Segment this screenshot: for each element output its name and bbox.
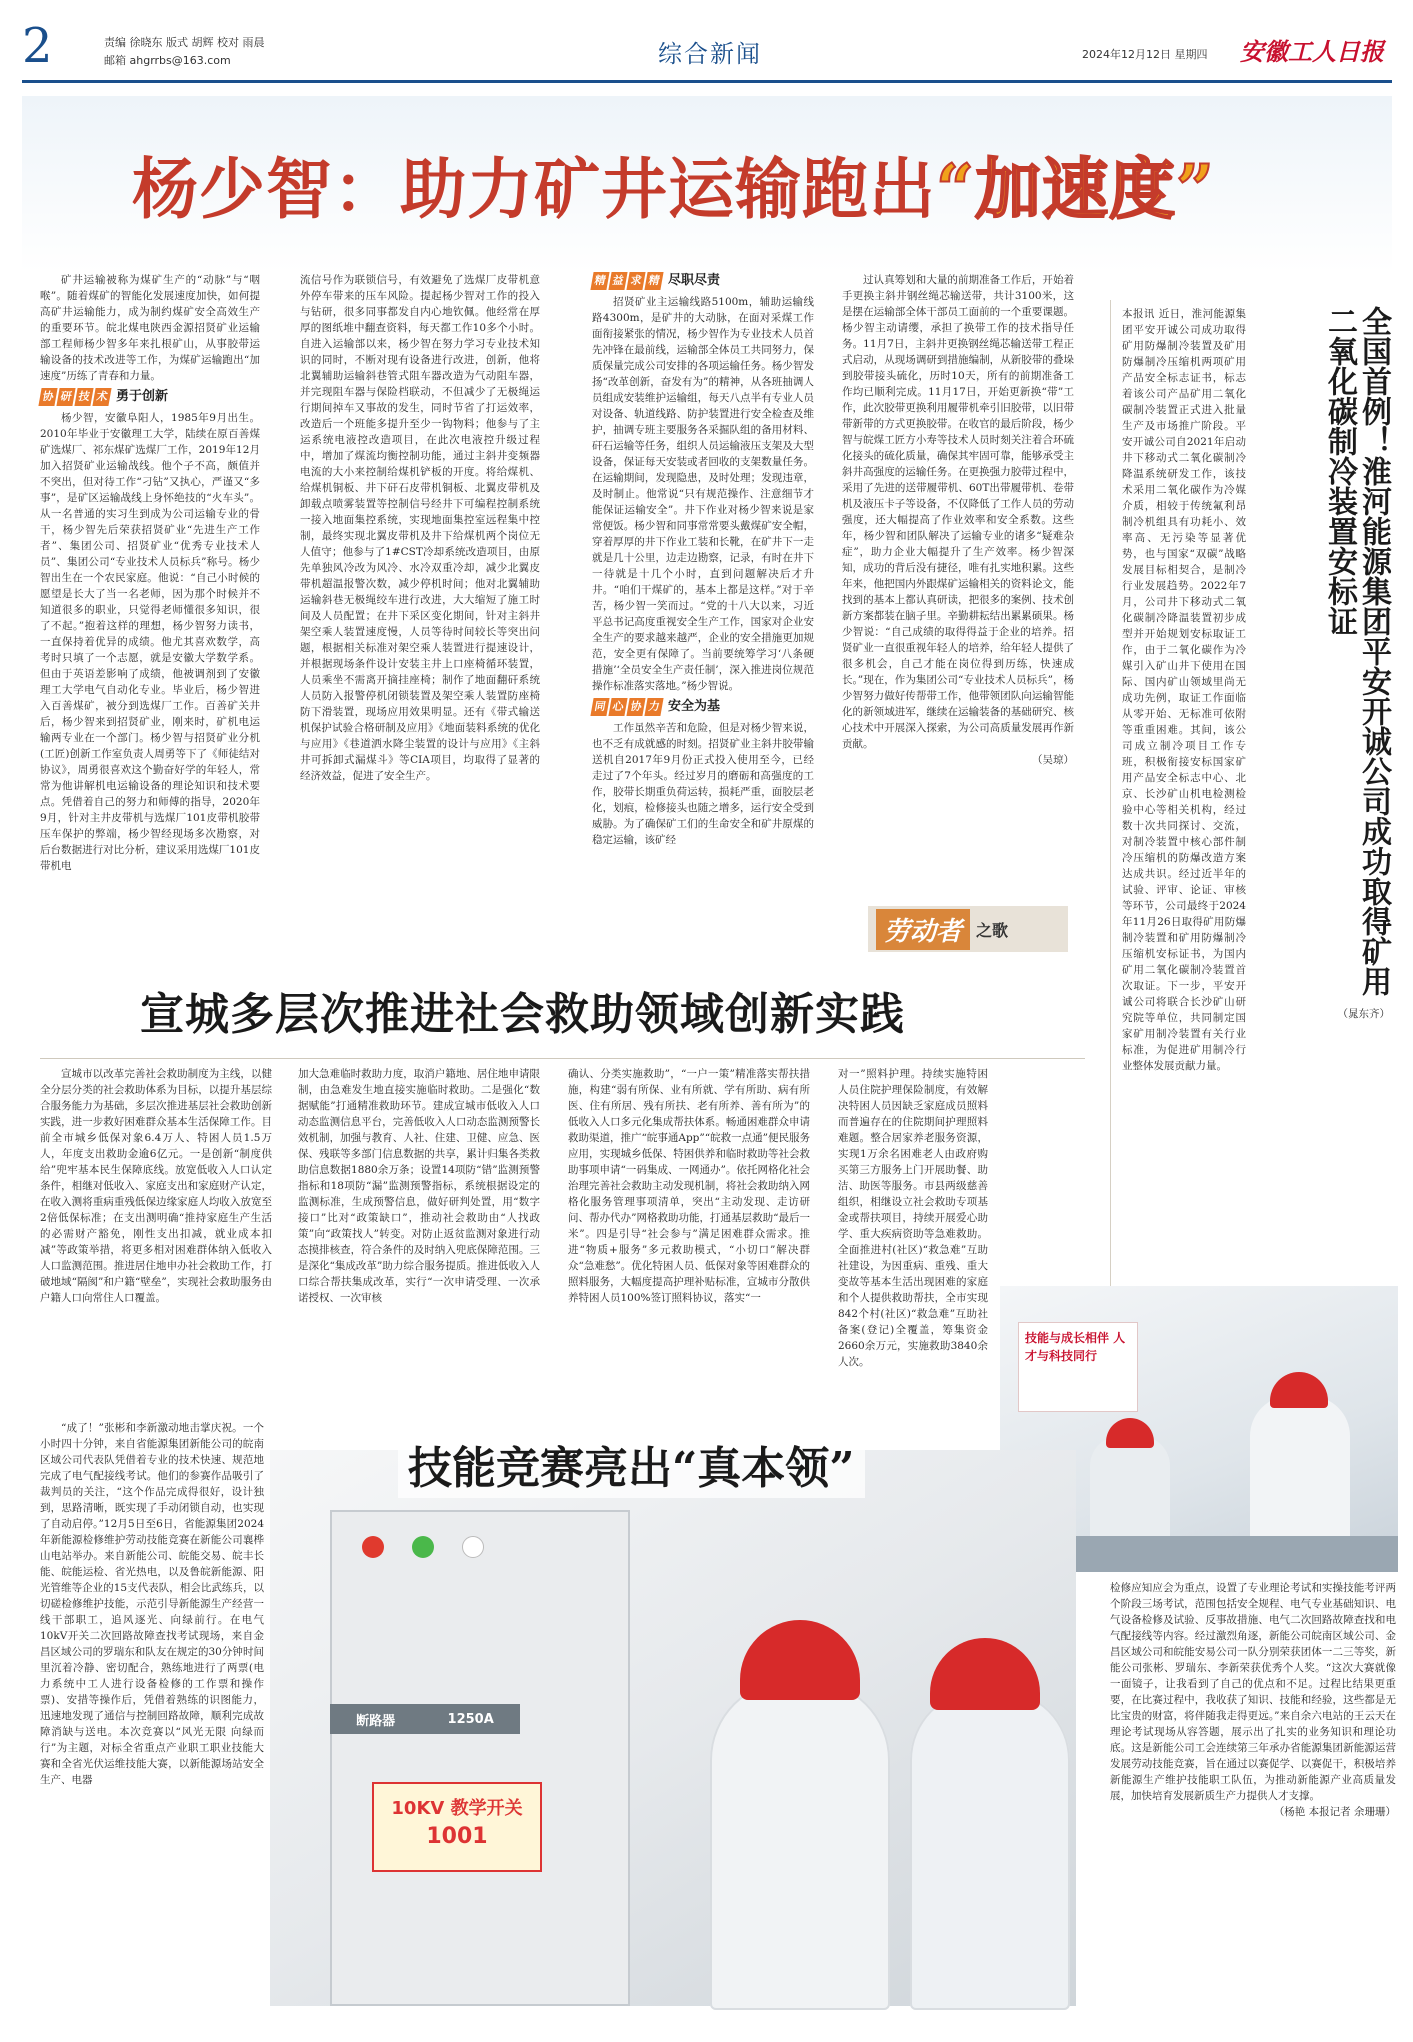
article2-col2: [298, 1066, 540, 1362]
sidebar-author: （晁东齐）: [1337, 1008, 1390, 1020]
article1-col2: [300, 272, 540, 962]
indicator-lights: [362, 1536, 562, 1566]
article1-para: 杨少智，安徽阜阳人，1985年9月出生。2010年毕业于安徽理工大学，陆续在原百善煤矿选煤厂、祁东煤矿选煤厂工作，2019年12月加入招贤矿业运输战线。他个子不高，颇值并不突出，但对待工作“刁钻”又执心，严谨又“多事”，是矿区运输战线上身怀绝技的“火车头”。从一名普通的实习生到成为公司运输专业的骨干，杨少智先后荣获招贤矿业“先进生产工作者”、集团公司、招贤矿业“优秀专业技术人员”、集团公司“专业技术人员标兵”称号。杨少智出生在一个农民家庭。他说：“自己小时候的愿望是长大了当一名老师，因为那个时候并不知道很多的职业，只觉得老师懂很多知识，很了不起。”抱着这样的理想，杨少智努力读书，一直保持着优异的成绩。他尤其喜欢数学，高考时只填了一个志愿，就是安徽大学数学系。但由于英语差影响了成绩，他被调剂到了安徽理工大学电气自动化专业。毕业后，杨少智进入百善煤矿，被分到选煤厂工作。百善矿关井后，杨少智来到招贤矿业，刚来时，矿机电运输两专业在一个部门。杨少智与招贤矿业分机(工匠)创新工作室负责人周勇等下了《师徒结对协议》，周勇很喜欢这个勤奋好学的年轻人，常常为他讲解机电运输设备的理论知识和技术要点。凭借着自己的努力和师傅的指导，2020年9月，针对主井皮带机与选煤厂101皮带机胶带压车保护的弊端，杨少智经现场多次勘察，对后台数据进行对比分析，建议采用选煤厂101皮带机电: [40, 412, 260, 872]
cabinet-label-title: 10KV 教学开关: [391, 1798, 523, 1819]
hard-hat: [1270, 1372, 1328, 1408]
article1-banner: [22, 96, 1392, 272]
article3-left-col: [40, 1420, 264, 2002]
article1-author: （吴琼）: [1032, 754, 1074, 766]
photo-banner: [1018, 1322, 1138, 1412]
sidebar-text: [1122, 306, 1246, 1072]
green-light-icon: [412, 1536, 434, 1558]
subhead-badge: 协 研 技 术: [40, 388, 110, 406]
article2-headline: 宣城多层次推进社会救助领域创新实践: [140, 989, 905, 1040]
editors-line: 责编 徐晓东 版式 胡辉 校对 雨晨: [104, 36, 265, 49]
article1-para: 过认真筹划和大量的前期准备工作后，开始着手更换主斜井钢丝绳芯输送带，共计3100米，这是摆在运输部全体干部员工面前的一个重要课题。杨少智主动请缨，承担了换带工作的技术指导任务。11月7日，主斜井更换钢丝绳芯输送带工程正式启动，从现场调研到措施编制，从新胶带的叠垛到胶带接头硫化，历时10天，所有的前期准备工作均已顺利完成。11月17日，开始更新换“带”工作，此次胶带更换利用履带机牵引旧胶带，以旧带带新带的方式更换胶带。在收官的最后阶段，杨少智与皖煤工匠方小寿等技术人员时刻关注着合环硫化接头的硫化质量，确保其牢固可靠，能够承受主斜井高强度的运输任务。在更换强力胶带过程中，采用了先进的送带履带机、60T出带履带机、卷带机及液压卡子等设备，不仅降低了工作人员的劳动强度，还大幅提高了作业效率和安全系数。这些年，杨少智和团队解决了运输专业的诸多“疑难杂症”，助力企业大幅提升了生产效率。杨少智深知，成功的背后没有捷径，唯有扎实地积累。这些年来，他把国内外跟煤矿运输相关的资料论文，能找到的基本上都认真研读，把很多的案例、技术创新方案都装在脑子里。辛勤耕耘结出累累硕果。杨少智说：“自己成绩的取得得益于企业的培养。招贤矿业一直很重视年轻人的培养，给年轻人提供了很多机会，自己才能在岗位得到历练，快速成长。”现在，作为集团公司“专业技术人员标兵”，杨少智努力做好传帮带工作，他带领团队向运输智能化的新领域进军，继续在运输装备的基础研究、核心技术中开展深入探索，为公司高质量发展再作新贡献。: [842, 274, 1074, 750]
article1-para: 流信号作为联锁信号，有效避免了选煤厂皮带机意外停车带来的压车风险。提起杨少智对工作的投入与钻研，很多同事都发自内心地钦佩。他经常在厚厚的图纸堆中翻查资料，每天都工作10多个小时。自进入运输部以来，杨少智在努力学习专业技术知识的同时，不断对现有设备进行改进，创新，他将北翼辅助运输斜巷管式阻车器改造为气动阻车器，并完现阻车器与保险档联动，不但减少了无极绳运行期间掉车又事故的发生，同时节省了打运效率，改造后一个班能多提升至少一钩物料；他参与了主运系统电液控改造项目，在此次电液控升级过程中，增加了煤流均衡控制功能，通过主斜井变频器电流的大小来控制给煤机铲板的开度。将给煤机、给煤机铜板、井下矸石皮带机铜板、北翼皮带机及卸载点喷雾装置等控制信号经井下可编程控制系统一接入地面集控系统，实现地面集控室远程集中控制，最终实现北翼皮带机及井下给煤机两个岗位无人值守；他参与了1#CST冷却系统改造项目，由原先单独风冷改为风冷、水冷双重冷却，减少北翼皮带机超温报警次数，减少停机时间；他对北翼辅助运输斜巷无极绳绞车进行改进，大大缩短了施工时间及人员配置；在井下采区变化期间，针对主斜井架空乘人装置速度慢，人员等待时间较长等突出问题，根据相关标准对架空乘人装置进行提速设计，并根据现场条件设计安装主井上口座椅循环装置，人员乘坐不需离开摘挂座椅；制作了地面翻矸系统人员防入报警停机闭锁装置及架空乘人装置防座椅防下滑装置，现场应用效果明显。还有《带式输送机保护试验合格研制及应用》《地面装料系统的优化与应用》《巷道洒水降尘装置的设计与应用》《主斜井可拆卸式漏煤斗》等CIA项目，均取得了显著的经济效益，促进了安全生产。: [300, 274, 540, 782]
masthead: [22, 18, 1392, 84]
breaker-rating: 1250A: [447, 1711, 494, 1727]
subhead-title: 安全为基: [668, 699, 721, 714]
article1-col4: [842, 272, 1074, 872]
worker-figure: [910, 1690, 1070, 2010]
subhead-title: 尽职尽责: [668, 273, 721, 288]
photo-banner-text: 技能与成长相伴 人才与科技同行: [1025, 1331, 1126, 1363]
subhead-diligence: [592, 272, 814, 290]
song-label-suffix: 之歌: [976, 920, 1009, 940]
worker-figure: [710, 1680, 890, 2010]
subhead-badge: 精 益 求 精: [592, 272, 662, 290]
subhead-safety: [592, 698, 814, 716]
subhead-title: 勇于创新: [116, 389, 169, 404]
worker-song-label: [868, 906, 1068, 952]
subhead-innovation: [40, 388, 260, 406]
subhead-badge: 同 心 协 力: [592, 698, 662, 716]
hard-hat: [740, 1620, 860, 1700]
article2-col3: [568, 1066, 810, 1362]
article1-headline: [132, 136, 1215, 231]
page-number: 2: [22, 18, 53, 74]
article1-col1: [40, 272, 260, 962]
hard-hat: [1106, 1418, 1154, 1448]
article3-right-col: [1110, 1580, 1396, 2004]
article3-headline: 技能竞赛亮出“真本领”: [398, 1430, 865, 1498]
article1-para: 工作虽然辛苦和危险，但是对杨少智来说，也不乏有成就感的时刻。招贤矿业主斜井胶带输送机自2017年9月份正式投入使用至今，已经走过了7个年头。经过岁月的磨砺和高强度的工作，胶带长期重负荷运转，损耗严重，面胶层老化，划痕，检修接头也随之增多，运行安全受到威胁。为了确保矿工们的生命安全和矿井原煤的稳定运输，该矿经: [592, 722, 814, 846]
breaker-panel: [330, 1704, 520, 1734]
sidebar-para: 本报讯 近日，淮河能源集团平安开诚公司成功取得矿用防爆制冷装置及矿用防爆制冷压缩机两项矿用产品安全标志证书，标志着该公司产品矿用二氧化碳制冷装置正式进入批量生产及市场推广阶段。平安开诚公司自2021年启动井下移动式二氧化碳制冷降温系统研发工作，该技术采用二氧化碳作为冷媒介质，相较于传统氟利昂制冷机组具有功耗小、效率高、无污染等显著优势，也与国家“双碳”战略发展目标相契合，是制冷行业发展趋势。2022年7月，公司井下移动式二氧化碳制冷降温装置初步成型并开始规划安标取证工作，由于二氧化碳作为冷媒引入矿山井下使用在国际、国内矿山领域里尚无成功先例，取证工作面临从零开始、无标准可依附等重重困难。其间，该公司成立制冷项目工作专班，积极衔接安标国家矿用产品安全标志中心、北京、长沙矿山机电检测检验中心等相关机构，经过数十次共同探讨、交流，对制冷装置中核心部件制冷压缩机的防爆改造方案达成共识。经过近半年的试验、评审、论证、审核等环节，公司最终于2024年11月26日取得矿用防爆制冷装置和矿用防爆制冷压缩机安标证书，为国内矿用二氧化碳制冷装置首次取证。下一步，平安开诚公司将联合长沙矿山研究院等单位，共同制定国家矿用制冷装置有关行业标准，为促进矿用制冷行业整体发展贡献力量。: [1122, 308, 1246, 1072]
article1-lead: 矿井运输被称为煤矿生产的“动脉”与“咽喉”。随着煤矿的智能化发展速度加快，如何提高矿井运输能力，成为制约煤矿安全高效生产的重要环节。皖北煤电陕西金源招贤矿业运输部工程师杨少智多年来扎根矿山，从事胶带运输设备的技术改进等工作，为煤矿运输跑出“加速度”历练了青春和力量。: [40, 274, 260, 382]
white-light-icon: [462, 1536, 484, 1558]
article2-rule: [40, 1058, 1085, 1059]
sidebar-headline: 全国首例！淮河能源集团平安开诚公司成功取得矿用二氧化碳制冷装置安标证: [1322, 306, 1391, 996]
article1-col3: [592, 272, 814, 962]
headline-main: 杨少智：助力矿井运输跑出: [132, 150, 936, 228]
cabinet-label: [372, 1782, 542, 1872]
article1-para: 招贤矿业主运输线路5100m，辅助运输线路4300m，是矿井的大动脉，在面对采煤工作面衔接紧张的情况，杨少智作为专业技术人员首先冲锋在最前线，运输部全体员工共同努力，保质保量完成公司安排的各项运输任务。杨少智发扬“改革创新，奋发有为”的精神，从各班抽调人员组成安装维护运输组，每天八点半有专业人员对设备、轨道线路、防护装置进行安全检查及维护，抽调专班主要服务各采掘队组的备用材料、矸石运输等任务，组织人员运输液压支架及大型设备，保证每天安装或者回收的支架数量任务。在运输期间，发现隐患，及时处理；发现违章，及时制止。他常说“只有规范操作、注意细节才能保证运输安全”。井下作业对杨少智来说是家常便饭。杨少智和同事常常要头戴煤矿安全帽，穿着厚厚的井下作业工装和长靴，在矿井下一走就是几十公里，边走边勘察，记录，有时在井下一待就是十几个小时，直到问题解决后才升井。“咱们干煤矿的，基本上都是这样。”对于辛苦，杨少智一笑而过。“党的十八大以来，习近平总书记高度重视安全生产工作，国家对企业安全生产的要求越来越严，企业的安全措施更加规范，安全更有保障了。当前要统筹学习‘八条硬措施’‘全员安全生产责任制’，深入推进岗位规范操作标准落实落地。”杨少智说。: [592, 296, 814, 692]
hard-hat: [930, 1638, 1040, 1710]
issue-date: 2024年12月12日 星期四: [1082, 48, 1208, 61]
masthead-rule: [22, 80, 1392, 83]
photo-main: [270, 1450, 1076, 2006]
article2-para: 对一”照料护理。持续实施特困人员住院护理保险制度，有效解决特困人员因缺乏家庭成员照料而普遍存在的住院期间护理照料难题。整合居家养老服务资源，实现1万余名困难老人由政府购买第三方服务上门开展助餐、助洁、助医等服务。市县两级慈善组织，相继设立社会救助专项基金或帮扶项目，持续开展爱心助学、重大疾病资助等急难救助。全面推进村(社区)“救急难”互助社建设，为因重病、重残、重大变故等基本生活出现困难的家庭和个人提供救助帮扶，全市实现842个村(社区)“救急难”互助社备案(登记)全覆盖，筹集资金2660余万元，实施救助3840余人次。: [838, 1068, 988, 1368]
headline-accent: “加速度”: [936, 150, 1215, 228]
paper-logo: 安徽工人日报: [1240, 37, 1384, 66]
email-line: 邮箱 ahgrrbs@163.com: [104, 54, 231, 67]
article2-para: 确认、分类实施救助”，“一户一策”精准落实帮扶措施，构建“弱有所保、业有所就、学有所助、病有所医、住有所居、残有所扶、老有所养、善有所为”的低收入人口多元化集成帮扶体系。畅通困难群众申请救助渠道，推广“皖事通App”“皖救一点通”便民服务应用，实现城乡低保、特困供养和临时救助等社会救助事项申请“一码集成、一网通办”。依托网格化社会治理完善社会救助主动发现机制，将社会救助纳入网格化服务管理事项清单，突出“主动发现、走访研问、帮办代办”网格救助功能，打通基层救助“最后一米”。四是引导“社会参与”满足困难群众需求。推进“物质+服务”多元救助模式，“小切口”解决群众“急难愁”。优化特困人员、低保对象等困难群众的照料服务，大幅度提高护理补贴标准，宣城市分散供养特困人员100%签订照料协议，落实“一: [568, 1068, 810, 1304]
article3-para: “成了！”张彬和李新激动地击掌庆祝。一个小时四十分钟，来自省能源集团新能公司的皖南区域公司代表队凭借着专业的技术快速、规范地完成了电气配接线考试。他们的参赛作品吸引了裁判员的关注，“这个作品完成得很好，设计独到，思路清晰，既实现了手动闭锁自动，也实现了自动启停。”12月5日至6日，省能源集团2024年新能源检修维护劳动技能竞赛在新能公司襄桦山电站举办。来自新能公司、皖能交易、皖丰长能、皖能运检、省光热电，以及鲁皖新能源、阳光管维等企业的15支代表队，相会比武练兵，以切磋检修维护技能，示范引导新能源生产经营一线干部职工，追风逐光、向绿前行。在电气10kV开关二次回路故障查找考试现场，来自金昌区域公司的罗瑞东和队友在规定的30分钟时间里沉着冷静、密切配合，熟练地进行了两票(电力系统中工人进行设备检修的工作票和操作票)、安措等操作后，凭借着熟练的识图能力，迅速地发现了通信与控制回路故障，顺利完成故障消缺与送电。本次竞赛以“风光无限 向绿而行”为主题，对标全省重点产业职工职业技能大赛和全省光伏运维技能大赛，以新能源场站安全生产、电器: [40, 1422, 264, 1786]
article2-para: 加大急难临时救助力度，取消户籍地、居住地申请限制，由急难发生地直接实施临时救助。二是强化“数据赋能”打通精准救助环节。建成宣城市低收入人口动态监测信息平台，完善低收入人口动态监测预警长效机制，加强与教育、人社、住建、卫健、应急、医保、残联等多部门信息数据的共享，累计归集各类救助信息数据1880余万条；设置14项防“错”监测预警指标和18项防“漏”监测预警指标，系统根据设定的监测标准，生成预警信息，做好研判处置，用“数字接口”比对“政策缺口”，推动社会救助由“人找政策”向“政策找人”转变。对防止返贫监测对象进行动态摸排核查，符合条件的及时纳入兜底保障范围。三是深化“集成改革”助力综合服务提质。推进低收入人口综合帮扶集成改革，实行“一次申请受理、一次承诺授权、一次审核: [298, 1068, 540, 1304]
section-title: 综合新闻: [658, 40, 762, 68]
breaker-label: 断路器: [356, 1713, 396, 1729]
cabinet-label-number: 1001: [426, 1824, 488, 1849]
article3-author: （杨艳 本报记者 余珊珊）: [1273, 1806, 1396, 1818]
song-label-main: 劳动者: [876, 909, 970, 950]
article2-col1: [40, 1066, 272, 1362]
article3-para: 检修应知应会为重点，设置了专业理论考试和实操技能考评两个阶段三场考试，范围包括安全规程、电气专业基础知识、电气设备检修及试验、反事故措施、电气二次回路故障查找和电气配接线等内容。经过激烈角逐，新能公司皖南区域公司、金昌区域公司和皖能安易公司一队分别荣获团体一二三等奖，新能公司张彬、罗瑞东、李新荣获优秀个人奖。“这次大赛就像一面镜子，让我看到了自己的优点和不足。过程比结果更重要，在比赛过程中，我收获了知识、技能和经验，这些都是无比宝贵的财富，将伴随我走得更远。”来自余六电站的王云天在理论考试现场从容答题，展示出了扎实的业务知识和理论功底。这是新能公司工会连续第三年承办省能源集团新能源运营发展劳动技能竞赛，旨在通过以赛促学、以赛促干，积极培养新能源生产维护技能职工队伍，为推动新能源产业高质量发展，加快培育发展新质生产力提供人才支撑。: [1110, 1582, 1396, 1802]
red-light-icon: [362, 1536, 384, 1558]
switch-cabinet: [330, 1510, 630, 2006]
article2-para: 宣城市以改革完善社会救助制度为主线，以健全分层分类的社会救助体系为目标，以提升基层综合服务能力为基础，多层次推进基层社会救助创新实践，进一步救好困难群众基本生活保障工作。目前全市城乡低保对象6.4万人、特困人员1.5万人，年度支出救助金逾6亿元。一是创新“制度供给”兜牢基本民生保障底线。放宽低收入人口认定条件，相继对低收入、家庭支出和家庭财产认定，在收入测将重病重残低保边缘家庭人均收入放宽至2倍低保标准；在支出测明确“推持家庭生产生活的必需财产豁免，刚性支出扣减，就业成本扣减”等政策举措，将更多相对困难群体纳入低收入人口监测范围。推进居住地申办社会救助工作，打破地域“隔阂”和户籍“壁垒”，实现社会救助服务由户籍人口向常住人口覆盖。: [40, 1068, 272, 1304]
